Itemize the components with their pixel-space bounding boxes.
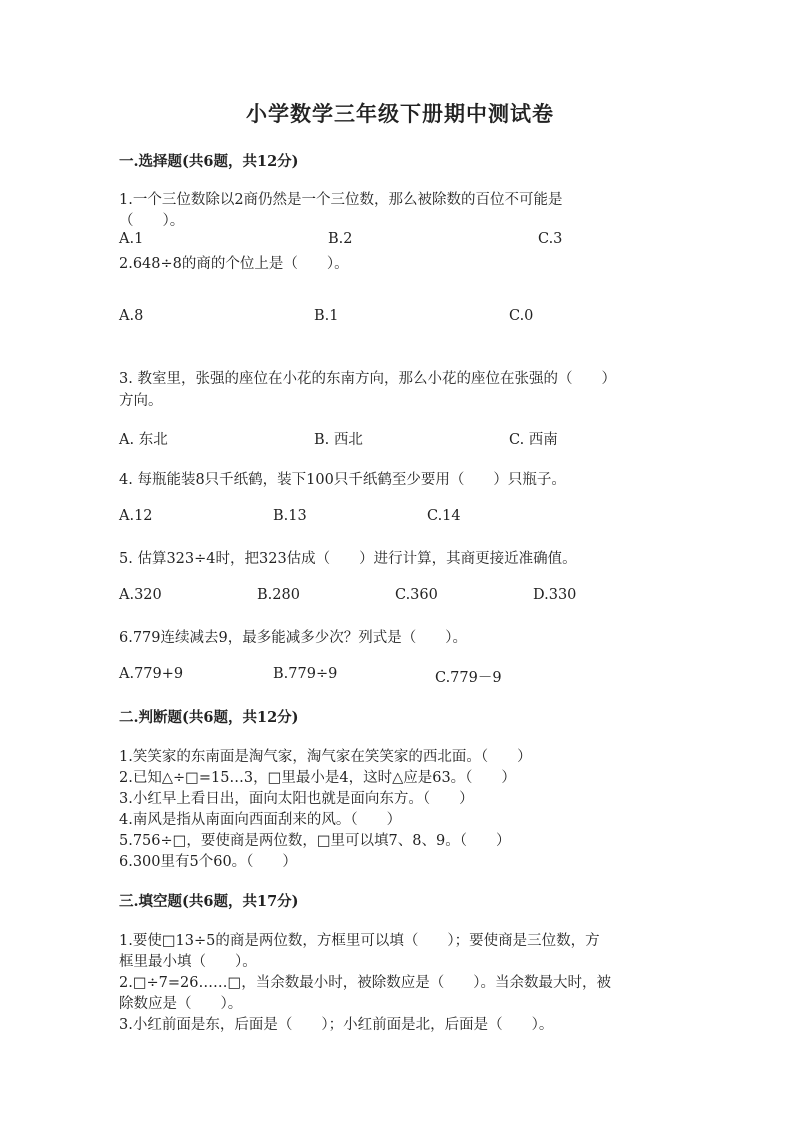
option-b: B. 西北 (314, 432, 363, 448)
page-title: 小学数学三年级下册期中测试卷 (246, 101, 554, 126)
option-a: A. 东北 (119, 432, 168, 448)
option-c: C.779－9 (435, 670, 502, 686)
option-a: A.1 (119, 231, 144, 247)
fill-item-2: 2.□÷7=26……□，当余数最小时，被除数应是（ ）。当余数最大时，被 (119, 975, 611, 991)
question-text: （ ）。 (119, 213, 185, 229)
judge-item-5: 5.756÷□，要使商是两位数，□里可以填7、8、9。（ ） (119, 833, 511, 849)
question-text: 2.648÷8的商的个位上是（ ）。 (119, 256, 349, 272)
question-text: 1.一个三位数除以2商仍然是一个三位数，那么被除数的百位不可能是 (119, 192, 563, 208)
option-b: B.779÷9 (273, 666, 338, 682)
option-a: A.779+9 (119, 666, 184, 682)
option-b: B.1 (314, 308, 339, 324)
option-c: C.0 (509, 308, 534, 324)
fill-item-1-cont: 框里最小填（ ）。 (119, 954, 257, 970)
option-c: C. 西南 (509, 432, 558, 448)
section-header-choice: 一.选择题(共6题，共12分) (119, 153, 299, 170)
option-c: C.14 (427, 508, 461, 524)
option-a: A.8 (119, 308, 144, 324)
option-c: C.360 (395, 587, 438, 603)
question-text: 6.779连续减去9，最多能减多少次？列式是（ ）。 (119, 630, 467, 646)
judge-item-3: 3.小红早上看日出，面向太阳也就是面向东方。（ ） (119, 791, 474, 807)
option-a: A.320 (119, 587, 162, 603)
question-text: 3. 教室里，张强的座位在小花的东南方向，那么小花的座位在张强的（ ） (119, 371, 616, 387)
option-d: D.330 (533, 587, 577, 603)
fill-item-1: 1.要使□13÷5的商是两位数，方框里可以填（ ）；要使商是三位数，方 (119, 933, 600, 949)
question-text: 方向。 (119, 393, 163, 409)
judge-item-6: 6.300里有5个60。（ ） (119, 854, 297, 870)
question-text: 5. 估算323÷4时，把323估成（ ）进行计算，其商更接近准确值。 (119, 551, 577, 567)
section-header-true-false: 二.判断题(共6题，共12分) (119, 709, 299, 726)
option-b: B.280 (257, 587, 300, 603)
option-b: B.2 (328, 231, 353, 247)
fill-item-2-cont: 除数应是（ ）。 (119, 996, 243, 1012)
fill-item-3: 3.小红前面是东，后面是（ ）；小红前面是北，后面是（ ）。 (119, 1017, 554, 1033)
question-text: 4. 每瓶能装8只千纸鹤，装下100只千纸鹤至少要用（ ）只瓶子。 (119, 472, 566, 488)
option-b: B.13 (273, 508, 307, 524)
judge-item-1: 1.笑笑家的东南面是淘气家，淘气家在笑笑家的西北面。（ ） (119, 749, 532, 765)
judge-item-4: 4.南风是指从南面向西面刮来的风。（ ） (119, 812, 402, 828)
section-header-fill-in: 三.填空题(共6题，共17分) (119, 893, 299, 910)
judge-item-2: 2.已知△÷□=15…3，□里最小是4，这时△应是63。（ ） (119, 770, 516, 786)
option-c: C.3 (538, 231, 563, 247)
option-a: A.12 (119, 508, 153, 524)
